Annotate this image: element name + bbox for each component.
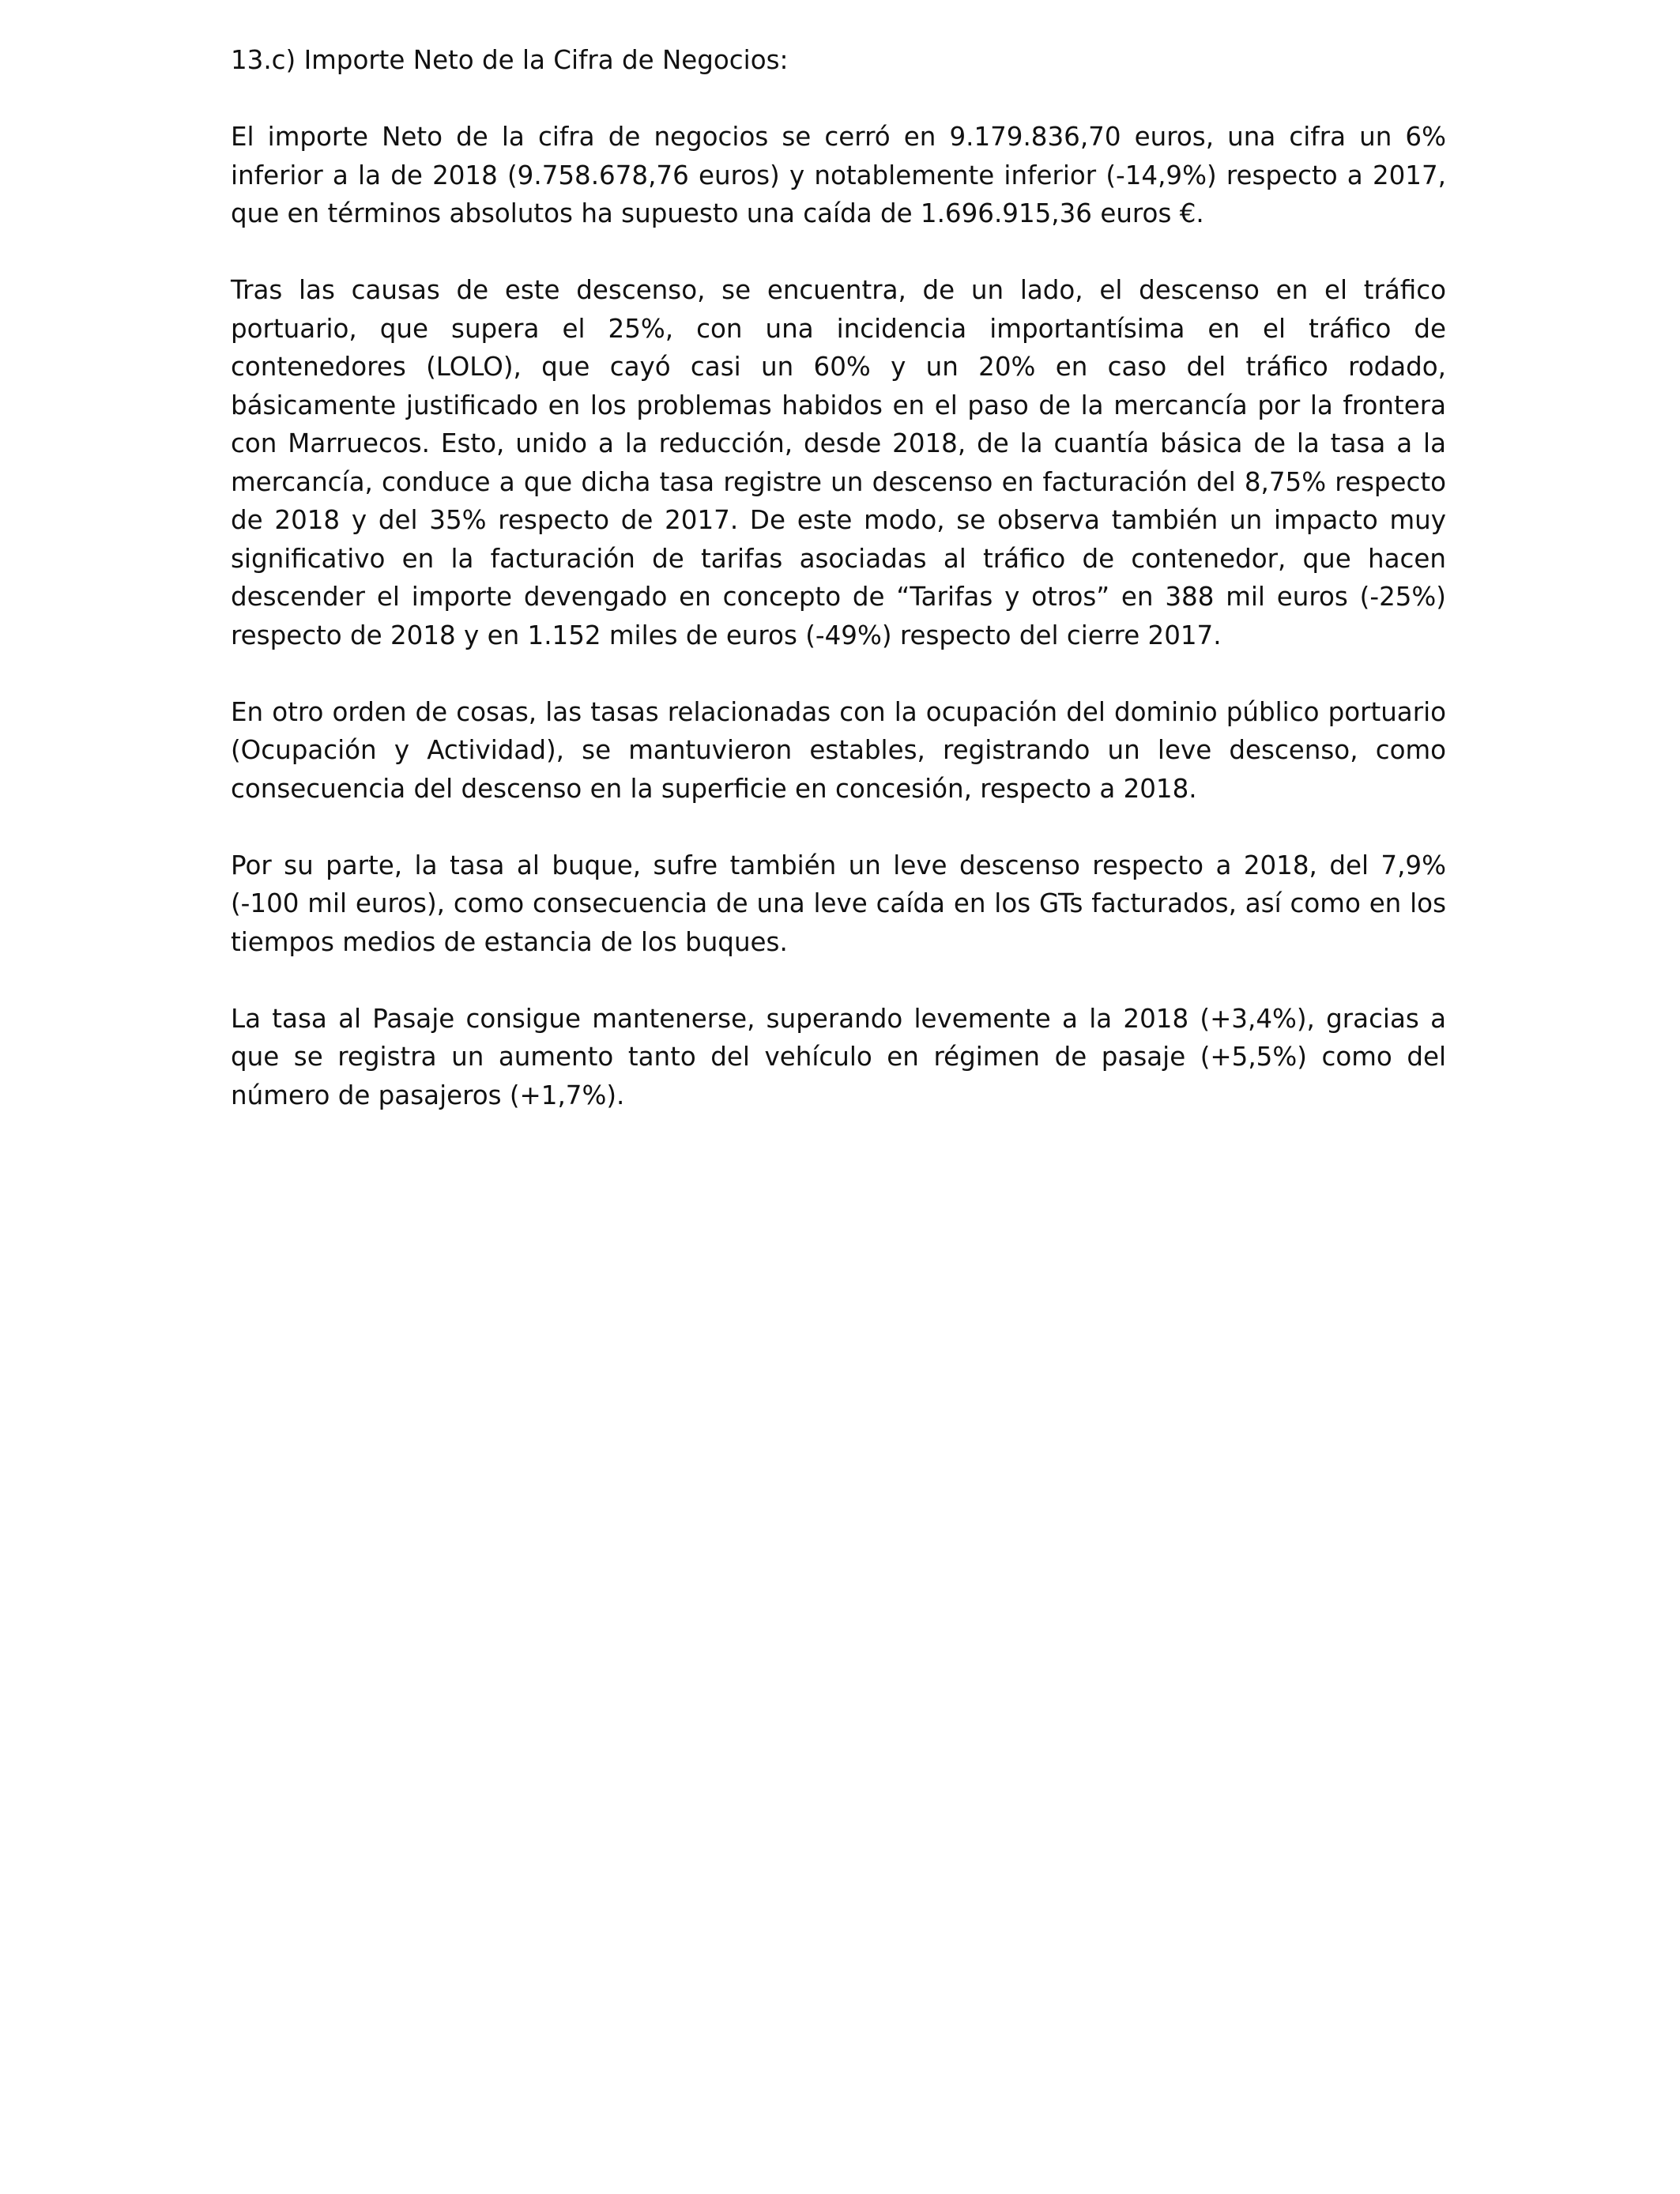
document-body <box>231 41 1446 1114</box>
paragraph-occupancy-fees: En otro orden de cosas, las tasas relacionadas con la ocupación del dominio público portuario (Ocupación y Actividad), se mantuvieron estables, registrando un leve descenso, como consecuencia del descenso en la superficie en concesión, respecto a 2018. <box>231 696 1446 804</box>
paragraph-vessel-fee: Por su parte, la tasa al buque, sufre también un leve descenso respecto a 2018, del 7,9% (-100 mil euros), como consecuencia de una leve caída en los GTs facturados, así como en los tiempos medios de estancia de los buques. <box>231 850 1446 957</box>
paragraph-passenger-fee: La tasa al Pasaje consigue mantenerse, superando levemente a la 2018 (+3,4%), gracias a que se registra un aumento tanto del vehículo en régimen de pasaje (+5,5%) como del número de pasajeros (+1,7%). <box>231 1003 1446 1110</box>
paragraph-revenue-summary: El importe Neto de la cifra de negocios se cerró en 9.179.836,70 euros, una cifra un 6% inferior a la de 2018 (9.758.678,76 euros) y notablemente inferior (-14,9%) respecto a 2017, que en términos absolutos ha supuesto una caída de 1.696.915,36 euros €. <box>231 122 1446 228</box>
section-heading: 13.c) Importe Neto de la Cifra de Negocios: <box>231 45 789 75</box>
paragraph-causes-of-decline: Tras las causas de este descenso, se encuentra, de un lado, el descenso en el tráfico portuario, que supera el 25%, con una incidencia importantísima en el tráfico de contenedores (LOLO), que cayó casi un 60% y un 20% en caso del tráfico rodado, básicamente justificado en los problemas habidos en el paso de la mercancía por la frontera con Marruecos. Esto, unido a la reducción, desde 2018, de la cuantía básica de la tasa a la mercancía, conduce a que dicha tasa registre un descenso en facturación del 8,75% respecto de 2018 y del 35% respecto de 2017. De este modo, se observa también un impacto muy significativo en la facturación de tarifas asociadas al tráfico de contenedor, que hacen descender el importe devengado en concepto de “Tarifas y otros” en 388 mil euros (-25%) respecto de 2018 y en 1.152 miles de euros (-49%) respecto del cierre 2017. <box>231 275 1446 650</box>
